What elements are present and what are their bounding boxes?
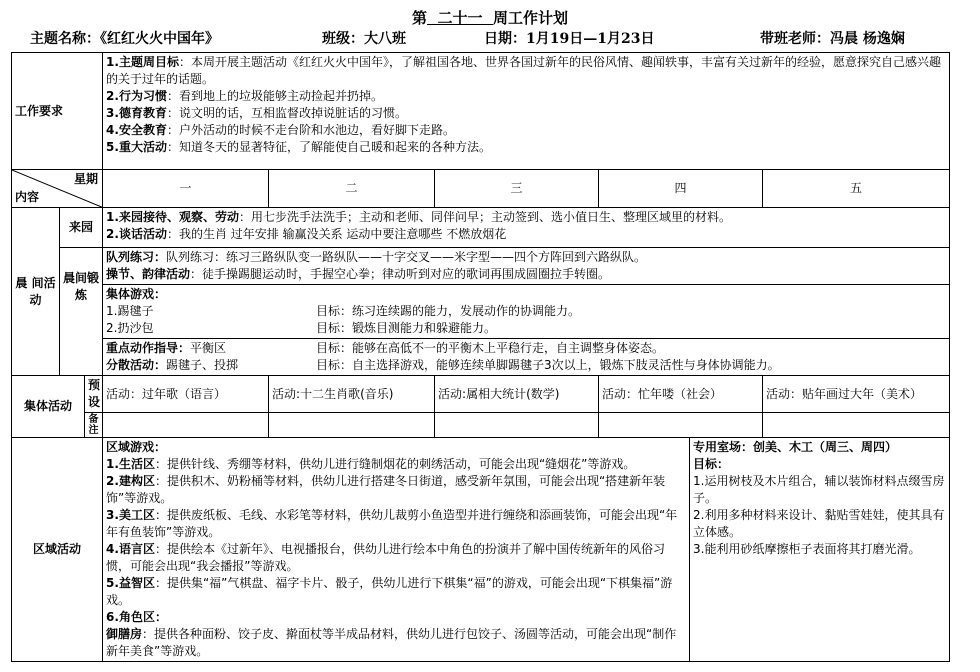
day-4: 四 xyxy=(599,170,763,208)
activity-1: 活动：过年歌（语言） xyxy=(103,376,269,413)
region-role-heading: 6.角色区： xyxy=(106,610,167,624)
studio-heading: 专用室场：创美、木工（周三、周四） xyxy=(693,440,898,454)
day-5: 五 xyxy=(763,170,950,208)
week-number: 二十一 xyxy=(437,9,483,27)
regions-heading: 区域游戏： xyxy=(106,440,167,454)
corner-label-weekday: 星期 xyxy=(74,172,99,186)
teachers: 带班老师：冯晨 杨逸娴 xyxy=(760,31,905,47)
drill-row xyxy=(12,248,950,285)
corner-label-content: 内容 xyxy=(15,190,40,204)
requirements-label: 工作要求 xyxy=(12,53,103,170)
arrival-content: 1.来园接待、观察、劳动：用七步洗手法洗手；主动和老师、同伴问早；主动签到、选小值日生、整理区域里的材料。 2.谈话活动：我的生肖 过年安排 输赢没关系 运动中要注意哪些 不燃放烟花 xyxy=(103,208,950,248)
game-2-name: 2.扔沙包 xyxy=(106,321,154,335)
scattered-goal: 目标：自主选择游戏，能够连续单脚踢毽子3次以上，锻炼下肢灵活性与身体协调能力。 xyxy=(316,358,780,372)
plan-table xyxy=(11,52,950,662)
game-2-goal: 目标：锻炼目测能力和躲避能力。 xyxy=(316,321,497,335)
studio-goal-3: 3.能利用砂纸摩擦柜子表面将其打磨光滑。 xyxy=(693,542,921,556)
preset-label: 预设 xyxy=(85,376,103,413)
activity-3: 活动:属相大统计(数学) xyxy=(435,376,599,413)
group-games-list xyxy=(106,303,946,337)
weekday-header-row xyxy=(12,170,950,208)
drill-content: 队列练习：队列练习：练习三路纵队变一路纵队——十字交叉——米字型——四个方阵回到六路纵队。 操节、韵律活动：徒手操踢腿运动时，手握空心拳；律动听到对应的歌词再围成圆圈拉手转圈。 xyxy=(103,248,950,285)
page-title xyxy=(0,9,980,27)
focus-content: 重点动作指导：平衡区 目标：能够在高低不一的平衡木上平稳行走，自主调整身体姿态。 分散活动：踢毽子、投掷 目标：自主选择游戏，能够连续单脚踢毽子3次以上，锻炼下肢灵活性与身体协调能力。 xyxy=(103,339,950,376)
note-5 xyxy=(763,413,950,438)
requirements-content xyxy=(103,53,950,170)
activity-5: 活动：贴年画过大年（美术） xyxy=(763,376,950,413)
note-label: 备注 xyxy=(85,413,103,438)
arrival-row xyxy=(12,208,950,248)
requirement-2: 2.行为习惯：看到地上的垃圾能够主动捡起并扔掉。 xyxy=(106,89,383,103)
studio-goal-label: 目标： xyxy=(693,457,730,471)
requirement-1: 1.主题周目标：本周开展主题活动《红红火火中国年》，了解祖国各地、世界各国过新年的民俗风情、趣闻轶事，丰富有关过新年的经验，愿意探究自己感兴趣的关于过年的话题。 xyxy=(106,55,941,86)
activity-4: 活动：忙年喽（社会） xyxy=(599,376,763,413)
title-prefix: 第 xyxy=(412,9,428,27)
arrival-label: 来园 xyxy=(60,208,103,248)
exercise-label: 晨间锻炼 xyxy=(60,248,103,376)
collective-preset-row xyxy=(12,376,950,413)
regions-content xyxy=(103,438,690,662)
note-1 xyxy=(103,413,269,438)
title-suffix: 周工作计划 xyxy=(492,9,568,27)
requirement-4: 4.安全教育：户外活动的时候不走台阶和水池边，看好脚下走路。 xyxy=(106,123,455,137)
collective-label: 集体活动 xyxy=(12,376,85,438)
studio-goal-1: 1.运用树枝及木片组合，辅以装饰材料点缀雪房子。 xyxy=(693,474,945,505)
note-2 xyxy=(269,413,435,438)
morning-label: 晨 间活动 xyxy=(12,208,60,376)
note-3 xyxy=(435,413,599,438)
activity-2: 活动:十二生肖歌(音乐) xyxy=(269,376,435,413)
game-1-goal: 目标：练习连续踢的能力，发展动作的协调能力。 xyxy=(316,304,581,318)
class-name: 班级：大八班 xyxy=(322,31,406,47)
studio-goal-2: 2.利用多种材料来设计、黏贴雪娃娃，使其具有立体感。 xyxy=(693,508,945,539)
focus-row xyxy=(12,339,950,376)
weekday-corner xyxy=(12,170,103,208)
region-role: 御膳房：提供各种面粉、饺子皮、擀面杖等半成品材料，供幼儿进行包饺子、汤圆等活动，可能会出现“制作新年美食”等游戏。 xyxy=(106,627,677,658)
collective-notes-row xyxy=(12,413,950,438)
requirement-3: 3.德育教育：说文明的话，互相监督改掉说脏话的习惯。 xyxy=(106,106,407,120)
group-games-content xyxy=(103,285,950,339)
regions-row xyxy=(12,438,950,662)
game-1-name: 1.踢毽子 xyxy=(106,304,154,318)
focus-goal: 目标：能够在高低不一的平衡木上平稳行走，自主调整身体姿态。 xyxy=(316,341,665,355)
region-construction: 2.建构区：提供积木、奶粉桶等材料，供幼儿进行搭建冬日街道，感受新年氛围，可能会出现“搭建新年装饰”等游戏。 xyxy=(106,474,666,505)
group-games-row xyxy=(12,285,950,339)
studio-content xyxy=(690,438,950,662)
day-2: 二 xyxy=(269,170,435,208)
requirement-5: 5.重大活动：知道冬天的显著特征，了解能使自己暖和起来的各种方法。 xyxy=(106,140,491,154)
group-games-heading: 集体游戏： xyxy=(106,287,167,301)
region-art: 3.美工区：提供废纸板、毛线、水彩笔等材料，供幼儿裁剪小鱼造型并进行缠绕和添画装饰，可能会出现“年年有鱼装饰”等游戏。 xyxy=(106,508,678,539)
day-3: 三 xyxy=(435,170,599,208)
region-life: 1.生活区：提供针线、秀绷等材料，供幼儿进行缝制烟花的刺绣活动，可能会出现“缝烟花”等游戏。 xyxy=(106,457,636,471)
region-puzzle: 5.益智区：提供集“福”气棋盘、福字卡片、骰子，供幼儿进行下棋集“福”的游戏，可能会出现“下棋集福”游戏。 xyxy=(106,576,673,607)
day-1: 一 xyxy=(103,170,269,208)
requirements-row xyxy=(12,53,950,170)
date-range: 日期：1月19日—1月23日 xyxy=(484,31,655,47)
region-language: 4.语言区：提供绘本《过新年》、电视播报台，供幼儿进行绘本中角色的扮演并了解中国传统新年的风俗习惯，可能会出现“我会播报”等游戏。 xyxy=(106,542,665,573)
regions-label: 区域活动 xyxy=(12,438,103,662)
theme-name: 主题名称：《红红火火中国年》 xyxy=(30,31,219,47)
note-4 xyxy=(599,413,763,438)
